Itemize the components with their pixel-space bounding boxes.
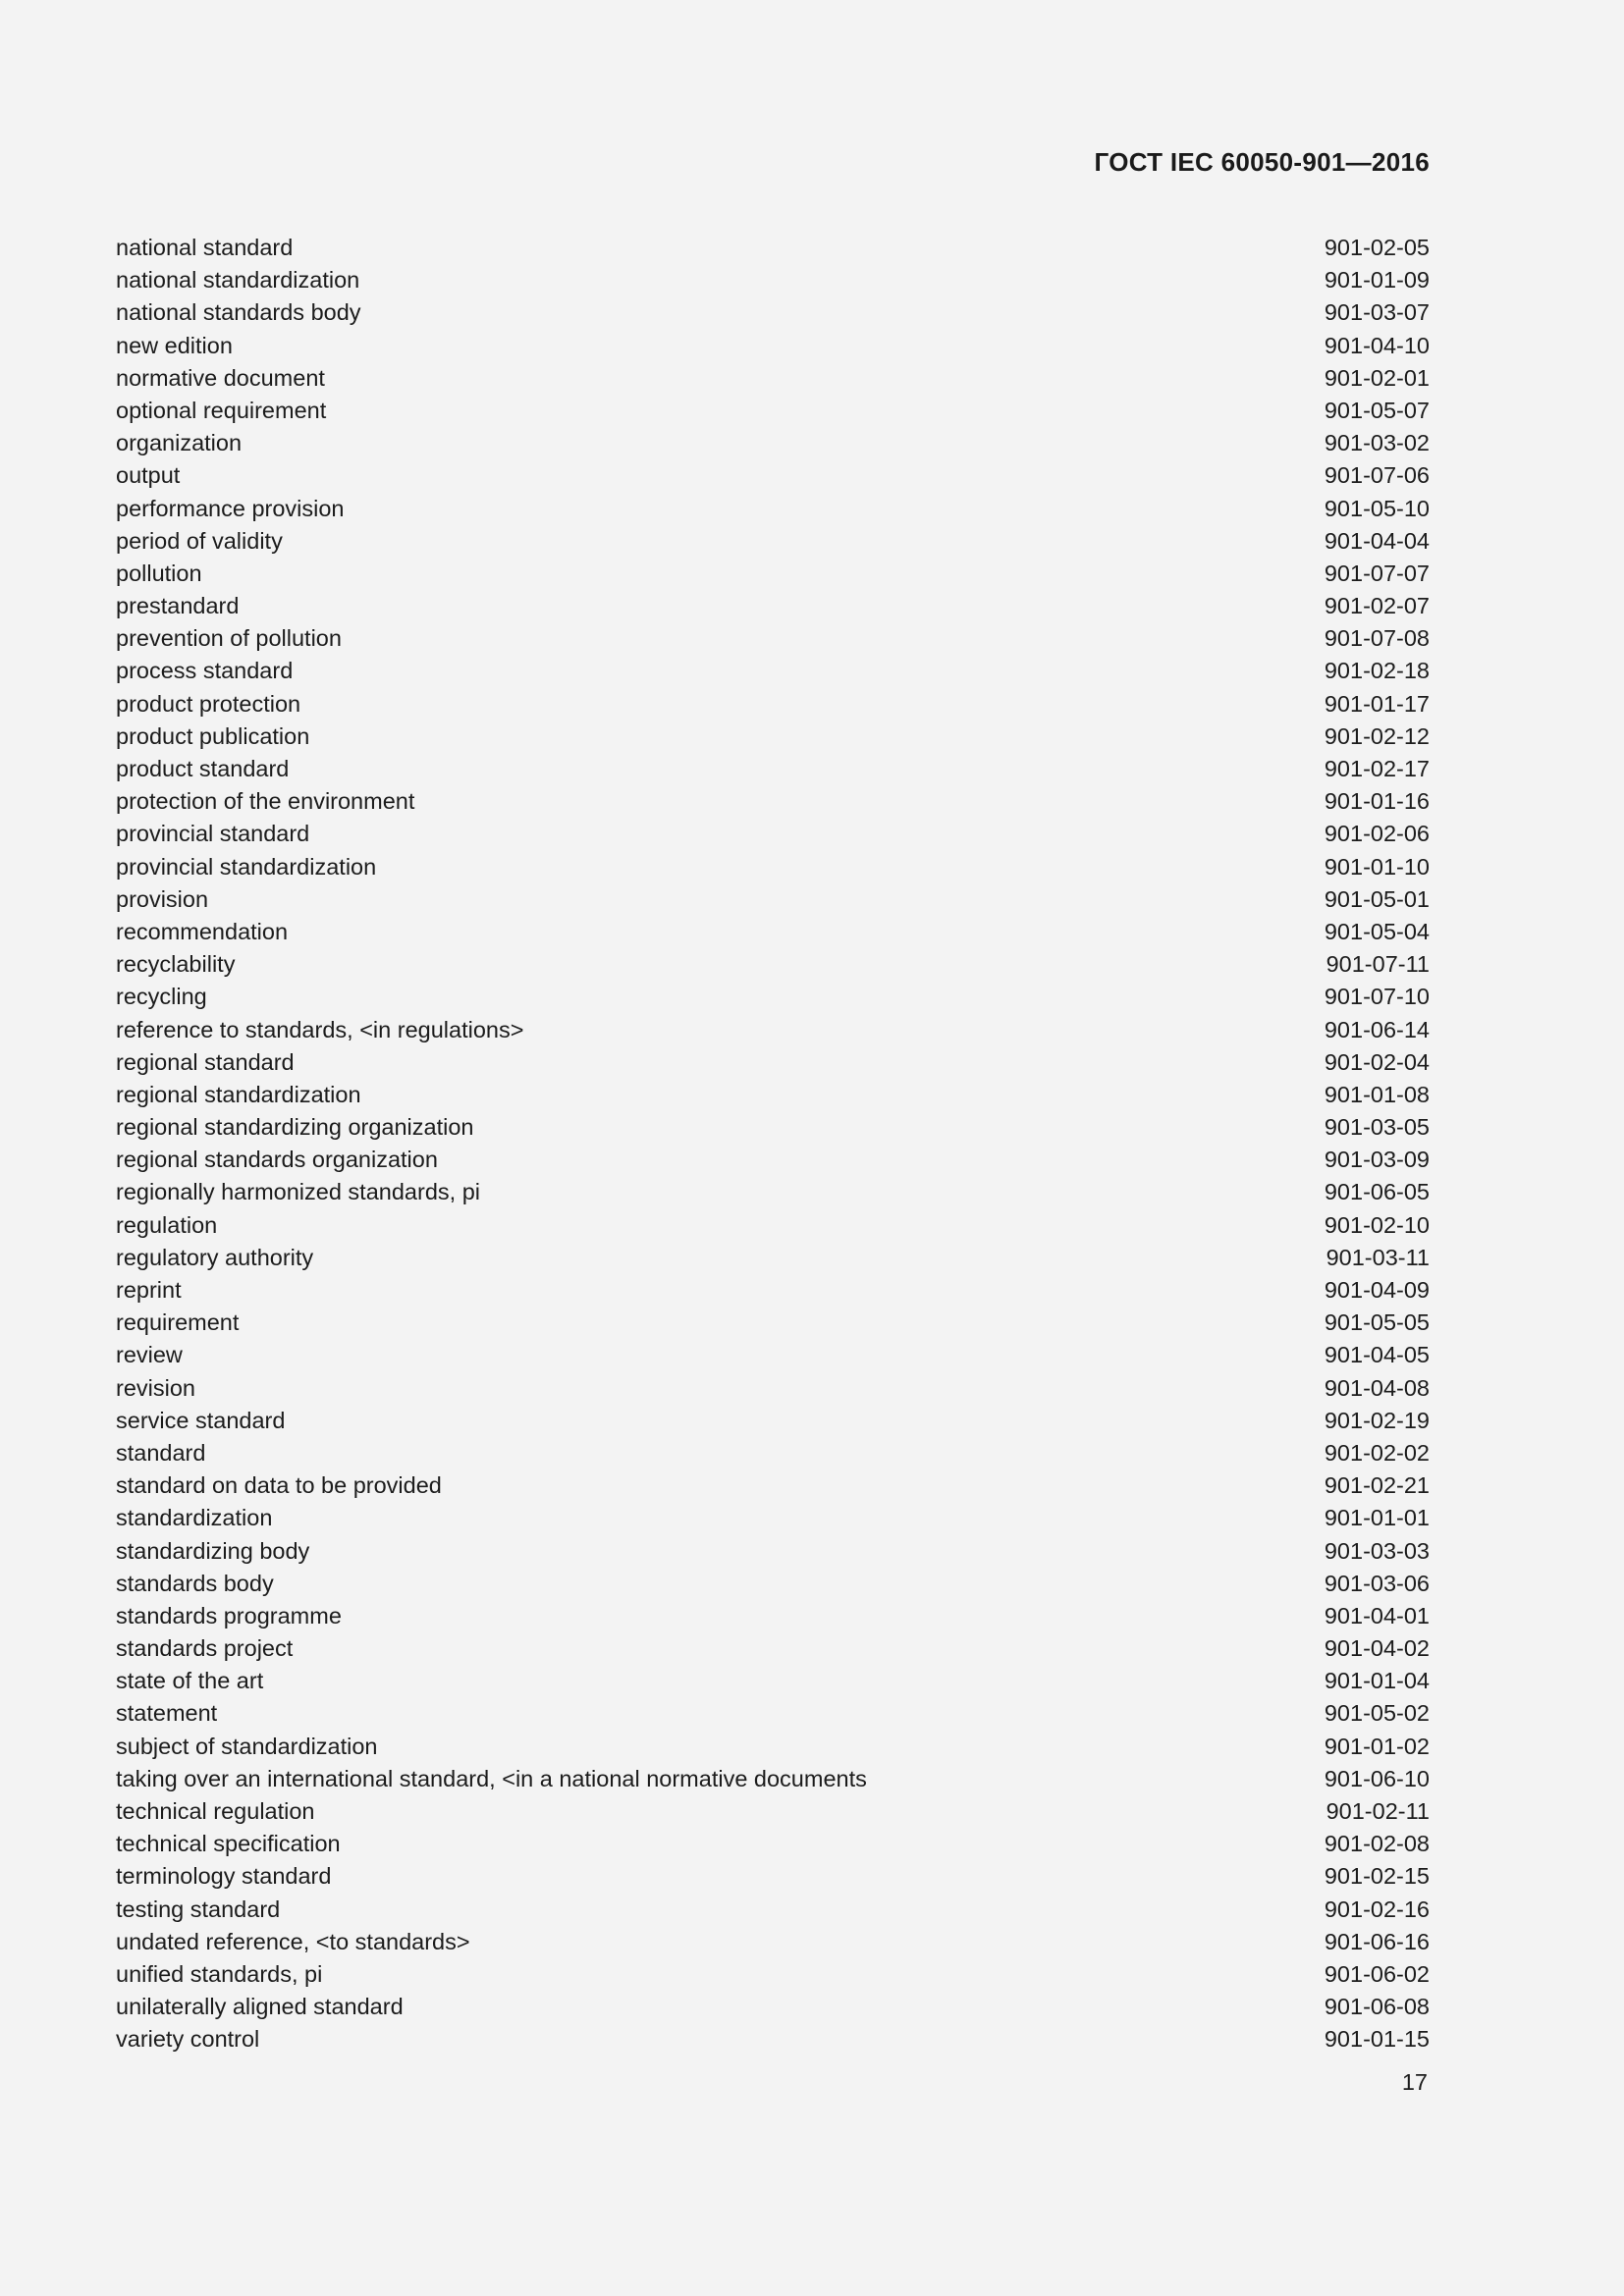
index-code: 901-01-15 [1324, 2026, 1430, 2053]
index-term: regional standards organization [116, 1147, 438, 1173]
index-entry [116, 1665, 1430, 1697]
index-entry [116, 883, 1430, 916]
index-entry [116, 981, 1430, 1013]
index-term: national standard [116, 235, 294, 260]
index-entry [116, 688, 1430, 721]
index-term: undated reference, <to standards> [116, 1928, 470, 1954]
index-entry [116, 1763, 1430, 1795]
index-term: national standardization [116, 267, 360, 294]
index-term: standardizing body [116, 1537, 310, 1564]
index-code: 901-05-07 [1324, 397, 1430, 423]
index-entry [116, 525, 1430, 558]
index-code: 901-05-05 [1324, 1309, 1430, 1336]
index-code: 901-03-09 [1324, 1147, 1430, 1173]
index-entry [116, 1926, 1430, 1958]
index-entry [116, 459, 1430, 492]
index-entry [116, 1307, 1430, 1339]
index-entry [116, 785, 1430, 818]
index-term: unilaterally aligned standard [116, 1994, 404, 2020]
index-entry [116, 558, 1430, 590]
index-entry [116, 232, 1430, 264]
index-term: standard on data to be provided [116, 1472, 442, 1499]
index-term: variety control [116, 2026, 260, 2053]
index-code: 901-05-10 [1324, 495, 1430, 521]
index-term: subject of standardization [116, 1733, 378, 1759]
index-entry [116, 1079, 1430, 1111]
index-term: service standard [116, 1407, 286, 1433]
index-entry [116, 1405, 1430, 1437]
index-term: regional standardization [116, 1081, 361, 1107]
index-code: 901-05-02 [1324, 1700, 1430, 1727]
index-code: 901-02-10 [1324, 1211, 1430, 1238]
index-term: regional standard [116, 1048, 295, 1075]
index-term: technical specification [116, 1831, 341, 1857]
index-code: 901-06-05 [1324, 1179, 1430, 1205]
index-term: process standard [116, 658, 294, 684]
index-term: new edition [116, 332, 233, 358]
index-term: organization [116, 430, 243, 456]
index-term: regulatory authority [116, 1244, 314, 1270]
index-term: regulation [116, 1211, 218, 1238]
index-code: 901-06-08 [1324, 1994, 1430, 2020]
index-code: 901-07-11 [1326, 951, 1430, 978]
index-entry [116, 1209, 1430, 1242]
index-entry [116, 1860, 1430, 1893]
index-term: regionally harmonized standards, pi [116, 1179, 480, 1205]
index-term: standards project [116, 1635, 294, 1662]
index-code: 901-03-06 [1324, 1570, 1430, 1596]
index-entry [116, 1828, 1430, 1860]
index-code: 901-04-10 [1324, 332, 1430, 358]
index-code: 901-03-03 [1324, 1537, 1430, 1564]
index-entry [116, 395, 1430, 427]
index-entry [116, 1469, 1430, 1502]
index-term: output [116, 462, 181, 489]
index-entry [116, 493, 1430, 525]
index-code: 901-02-21 [1324, 1472, 1430, 1499]
index-entry [116, 1339, 1430, 1371]
index-code: 901-03-11 [1326, 1244, 1430, 1270]
index-code: 901-02-02 [1324, 1439, 1430, 1466]
index-code: 901-05-01 [1324, 885, 1430, 912]
index-term: review [116, 1342, 183, 1368]
index-entry [116, 1014, 1430, 1046]
index-term: standardization [116, 1505, 273, 1531]
index-code: 901-01-01 [1324, 1505, 1430, 1531]
index-term: taking over an international standard, <in a national normative documents [116, 1765, 867, 1791]
index-code: 901-06-02 [1324, 1960, 1430, 1987]
index-term: product protection [116, 690, 301, 717]
index-entry [116, 1991, 1430, 2023]
index-term: recyclability [116, 951, 236, 978]
index-term: regional standardizing organization [116, 1114, 474, 1141]
index-code: 901-02-18 [1324, 658, 1430, 684]
index-entry [116, 1535, 1430, 1568]
index-code: 901-04-05 [1324, 1342, 1430, 1368]
index-entry [116, 948, 1430, 981]
index-code: 901-01-09 [1324, 267, 1430, 294]
index-entry [116, 1046, 1430, 1079]
index-term: recommendation [116, 918, 289, 944]
index-entry [116, 1632, 1430, 1665]
index-entry [116, 296, 1430, 329]
index-code: 901-07-06 [1324, 462, 1430, 489]
index-code: 901-07-07 [1324, 560, 1430, 586]
index-code: 901-02-17 [1324, 756, 1430, 781]
index-code: 901-02-12 [1324, 722, 1430, 749]
index-term: national standards body [116, 299, 361, 326]
index-code: 901-04-01 [1324, 1602, 1430, 1629]
index-entry [116, 1274, 1430, 1307]
index-term: product standard [116, 756, 290, 781]
index-entry [116, 1600, 1430, 1632]
index-code: 901-06-10 [1324, 1765, 1430, 1791]
index-code: 901-03-05 [1324, 1114, 1430, 1141]
index-entry [116, 1437, 1430, 1469]
document-code-header: ГОСТ IEC 60050-901—2016 [1094, 147, 1430, 177]
index-term: technical regulation [116, 1798, 315, 1824]
index-entry [116, 362, 1430, 395]
index-term: unified standards, pi [116, 1960, 323, 1987]
index-code: 901-02-19 [1324, 1407, 1430, 1433]
index-term: standards body [116, 1570, 274, 1596]
index-term: requirement [116, 1309, 240, 1336]
index-entry [116, 2023, 1430, 2056]
index-code: 901-04-04 [1324, 527, 1430, 554]
index-code: 901-07-10 [1324, 984, 1430, 1010]
index-term: performance provision [116, 495, 345, 521]
index-entry [116, 721, 1430, 753]
index-term: provision [116, 885, 209, 912]
index-entry [116, 1144, 1430, 1176]
index-entry [116, 753, 1430, 785]
index-entry [116, 1176, 1430, 1208]
index-term: terminology standard [116, 1863, 332, 1890]
index-code: 901-03-07 [1324, 299, 1430, 326]
index-entry [116, 1697, 1430, 1730]
index-term: product publication [116, 722, 310, 749]
index-code: 901-04-08 [1324, 1374, 1430, 1401]
index-term: reprint [116, 1277, 182, 1303]
index-code: 901-01-10 [1324, 853, 1430, 880]
index-term: prestandard [116, 593, 240, 619]
index-term: standards programme [116, 1602, 342, 1629]
index-entry [116, 1795, 1430, 1828]
index-entry [116, 427, 1430, 459]
index-term: statement [116, 1700, 218, 1727]
index-entry [116, 330, 1430, 362]
index-term: state of the art [116, 1668, 264, 1694]
index-code: 901-01-08 [1324, 1081, 1430, 1107]
index-code: 901-02-08 [1324, 1831, 1430, 1857]
index-entry [116, 590, 1430, 622]
index-code: 901-01-17 [1324, 690, 1430, 717]
index-term: normative document [116, 364, 325, 391]
index-code: 901-04-09 [1324, 1277, 1430, 1303]
index-entry [116, 1731, 1430, 1763]
index-code: 901-04-02 [1324, 1635, 1430, 1662]
index-code: 901-05-04 [1324, 918, 1430, 944]
index-code: 901-07-08 [1324, 625, 1430, 652]
term-index-list [116, 232, 1430, 2056]
index-code: 901-02-05 [1324, 235, 1430, 260]
index-code: 901-02-16 [1324, 1896, 1430, 1922]
index-entry [116, 622, 1430, 655]
page-number: 17 [1401, 2069, 1428, 2095]
index-entry [116, 264, 1430, 296]
index-term: protection of the environment [116, 788, 415, 815]
index-term: optional requirement [116, 397, 327, 423]
index-term: revision [116, 1374, 195, 1401]
index-term: standard [116, 1439, 206, 1466]
index-entry [116, 1372, 1430, 1405]
index-term: period of validity [116, 527, 283, 554]
index-code: 901-02-07 [1324, 593, 1430, 619]
index-term: prevention of pollution [116, 625, 342, 652]
index-code: 901-02-11 [1326, 1798, 1430, 1824]
index-code: 901-02-06 [1324, 821, 1430, 847]
index-term: testing standard [116, 1896, 281, 1922]
index-term: provincial standardization [116, 853, 377, 880]
index-entry [116, 818, 1430, 850]
index-term: pollution [116, 560, 202, 586]
index-entry [116, 1502, 1430, 1534]
index-entry [116, 1242, 1430, 1274]
index-entry [116, 916, 1430, 948]
index-entry [116, 1568, 1430, 1600]
index-term: reference to standards, <in regulations> [116, 1016, 524, 1042]
index-entry [116, 851, 1430, 883]
index-entry [116, 1958, 1430, 1991]
index-term: provincial standard [116, 821, 310, 847]
index-code: 901-02-15 [1324, 1863, 1430, 1890]
index-code: 901-02-04 [1324, 1048, 1430, 1075]
index-code: 901-01-04 [1324, 1668, 1430, 1694]
index-code: 901-03-02 [1324, 430, 1430, 456]
index-code: 901-02-01 [1324, 364, 1430, 391]
index-code: 901-01-02 [1324, 1733, 1430, 1759]
index-code: 901-06-16 [1324, 1928, 1430, 1954]
index-entry [116, 1111, 1430, 1144]
index-entry [116, 655, 1430, 687]
index-code: 901-01-16 [1324, 788, 1430, 815]
index-code: 901-06-14 [1324, 1016, 1430, 1042]
index-term: recycling [116, 984, 207, 1010]
index-entry [116, 1894, 1430, 1926]
